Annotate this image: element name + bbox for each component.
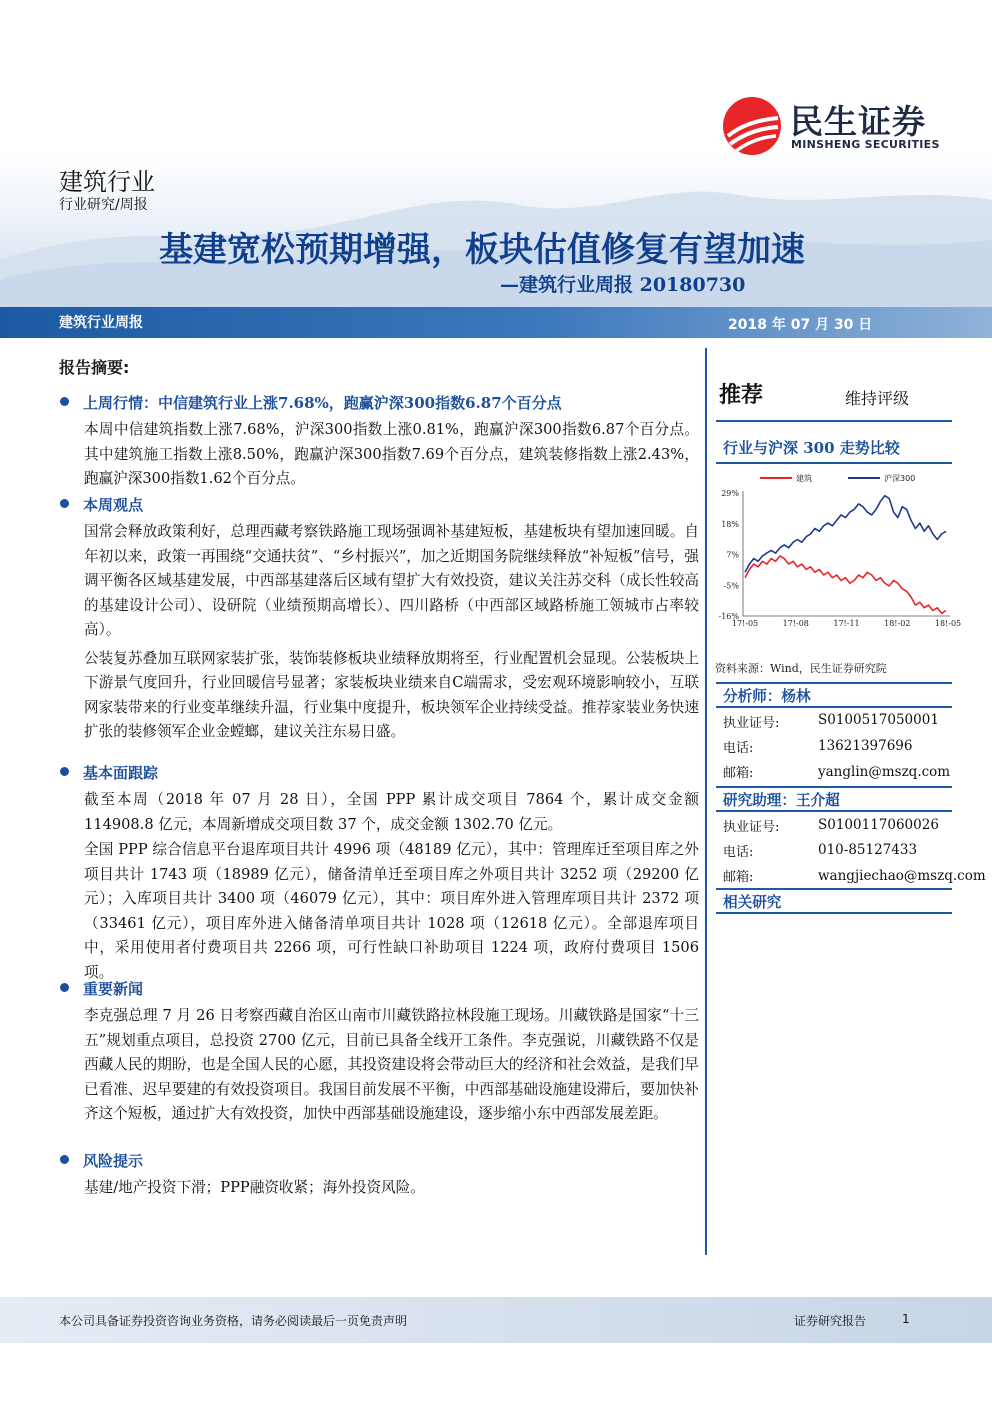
analyst-license: S0100517050001 xyxy=(818,712,939,728)
section-paragraph: 基建/地产投资下滑；PPP融资收紧；海外投资风险。 xyxy=(84,1179,425,1196)
assistant-license: S0100117060026 xyxy=(818,817,939,833)
report-type: 行业研究/周报 xyxy=(59,197,148,213)
section-title: 上周行情：中信建筑行业上涨7.68%，跑赢沪深300指数6.87个百分点 xyxy=(83,394,562,412)
chart-x-tick-label: 17!-11 xyxy=(833,619,860,628)
section-title: 重要新闻 xyxy=(83,980,144,998)
chart-series-line xyxy=(745,556,946,613)
bullet-icon xyxy=(60,397,69,406)
sidebar-divider xyxy=(716,462,952,464)
trend-chart-svg xyxy=(712,466,962,638)
sidebar-divider xyxy=(716,810,952,812)
bullet-icon xyxy=(60,499,69,508)
chart-x-tick-label: 17!-08 xyxy=(782,619,809,628)
section-fundamentals xyxy=(59,762,699,985)
chart-legend-label: 建筑 xyxy=(796,474,812,483)
section-title: 本周观点 xyxy=(83,496,144,514)
analyst-phone-label: 电话: xyxy=(723,741,754,756)
bullet-icon xyxy=(60,767,69,776)
assistant-phone-label: 电话: xyxy=(723,845,754,860)
sidebar-divider xyxy=(716,682,952,684)
report-date: 2018 年 07 月 30 日 xyxy=(728,317,873,333)
chart-x-tick-label: 18!-05 xyxy=(934,619,962,628)
chart-y-tick-label: 18% xyxy=(721,519,739,529)
report-subtitle: —建筑行业周报 20180730 xyxy=(500,274,746,296)
report-title xyxy=(0,222,992,271)
title-band xyxy=(0,307,992,338)
section-risk xyxy=(59,1150,699,1201)
chart-x-tick-label: 17!-05 xyxy=(731,619,759,628)
sidebar-divider xyxy=(716,786,952,788)
sidebar-divider xyxy=(716,912,952,914)
chart-y-tick-label: -5% xyxy=(723,581,739,591)
chart-y-tick-label: 7% xyxy=(726,550,739,560)
page-footer xyxy=(0,1297,992,1343)
report-title-text: 基建宽松预期增强，板块估值修复有望加速 xyxy=(159,230,805,270)
page-number: 1 xyxy=(902,1312,910,1326)
section-market xyxy=(59,392,699,492)
assistant-email-label: 邮箱: xyxy=(723,870,754,885)
chart-x-tick-label: 18!-02 xyxy=(884,619,911,628)
analyst-license-label: 执业证号: xyxy=(723,716,780,731)
analyst-heading: 分析师：杨林 xyxy=(723,688,811,705)
section-news xyxy=(59,978,699,1127)
column-divider xyxy=(705,348,707,1255)
footer-disclaimer: 本公司具备证券投资咨询业务资格，请务必阅读最后一页免责声明 xyxy=(59,1314,408,1328)
bullet-icon xyxy=(60,983,69,992)
related-research-heading: 相关研究 xyxy=(723,894,782,911)
logo-text-en: MINSHENG SECURITIES xyxy=(791,138,940,151)
assistant-heading: 研究助理：王介超 xyxy=(723,792,840,809)
section-paragraph: 国常会释放政策利好，总理西藏考察铁路施工现场强调补基建短板，基建板块有望加速回暖。自年初以来，政策一再围绕“交通扶贫”、“乡村振兴”，加之近期国务院继续释放“补短板”信号，强调平衡各区域基建发展，中西部基建落后区域有望扩大有效投资，建议关注苏交科（成长性较高的基建设计公司）、设研院（业绩预期高增长）、四川路桥（中西部区域路桥施工领城市占率较高）。 xyxy=(84,523,699,638)
sidebar-divider xyxy=(716,420,952,422)
section-title: 风险提示 xyxy=(83,1152,144,1170)
trend-chart xyxy=(712,466,962,638)
logo-icon xyxy=(722,96,782,156)
logo-text-cn: 民生证券 xyxy=(790,102,926,141)
recommendation: 推荐 xyxy=(719,383,764,408)
sidebar-divider xyxy=(716,888,952,890)
assistant-email[interactable]: wangjiechao@mszq.com xyxy=(818,868,986,884)
rating-label: 维持评级 xyxy=(845,389,910,408)
analyst-phone: 13621397696 xyxy=(818,738,913,754)
chart-legend-label: 沪深300 xyxy=(884,474,916,483)
company-logo xyxy=(722,96,952,156)
section-paragraph: 公装复苏叠加互联网家装扩张，装饰装修板块业绩释放期将至，行业配置机会显现。公装板块上下游景气度回升，行业回暖信号显著；家装板块业绩来自C端需求，受宏观环境影响较小，互联网家装带来的行业变革继续升温，行业集中度提升，板块领军企业持续受益。推荐家装业务快速扩张的装修领军企业金螳螂，建议关注东易日盛。 xyxy=(84,649,699,740)
section-viewpoint xyxy=(59,494,699,745)
band-report-name: 建筑行业周报 xyxy=(59,315,143,331)
chart-y-tick-label: 29% xyxy=(721,489,739,498)
sidebar-divider xyxy=(716,706,952,708)
industry-label: 建筑行业 xyxy=(59,168,155,196)
assistant-phone: 010-85127433 xyxy=(818,842,918,858)
abstract-heading: 报告摘要: xyxy=(59,358,130,377)
chart-y-tick-label: -16% xyxy=(718,612,739,621)
bullet-icon xyxy=(60,1155,69,1164)
analyst-email-label: 邮箱: xyxy=(723,766,754,781)
section-title: 基本面跟踪 xyxy=(83,764,159,782)
analyst-email[interactable]: yanglin@mszq.com xyxy=(818,764,951,780)
chart-title: 行业与沪深 300 走势比较 xyxy=(723,439,900,457)
section-paragraph: 全国 PPP 综合信息平台退库项目共计 4996 项（48189 亿元），其中：管理库迁至项目库之外项目共计 1743 项（18989 亿元），储备清单迁至项目库之外项目共计 3252 项（29200 亿元）；入库项目共计 3400 项（46079 亿元），其中：项目库外进入管理库项目共计 2372 项（33461 亿元），项目库外进入储备清单项目共计 1028 项（12618 亿元）。全部退库项目中，采用使用者付费项目共 2266 项，可行性缺口补助项目 1224 项，政府付费项目 1506 项。 xyxy=(84,841,699,981)
chart-source: 资料来源：Wind，民生证券研究院 xyxy=(715,662,887,675)
section-paragraph: 本周中信建筑指数上涨7.68%，沪深300指数上涨0.81%，跑赢沪深300指数6.87个百分点。其中建筑施工指数上涨8.50%，跑赢沪深300指数7.69个百分点，建筑装修指数上涨2.43%，跑赢沪深300指数1.62个百分点。 xyxy=(84,421,699,487)
footer-label: 证券研究报告 xyxy=(794,1314,867,1328)
assistant-license-label: 执业证号: xyxy=(723,820,780,835)
section-paragraph: 李克强总理 7 月 26 日考察西藏自治区山南市川藏铁路拉林段施工现场。川藏铁路是国家“十三五”规划重点项目，总投资 2700 亿元，目前已具备全线开工条件。李克强说，川藏铁路不仅是西藏人民的期盼，也是全国人民的心愿，其投资建设将会带动巨大的经济和社会效益，是我们早已看准、迟早要建的有效投资项目。我国目前发展不平衡，中西部基础设施建设滞后，要加快补齐这个短板，通过扩大有效投资，加快中西部基础设施建设，逐步缩小东中西部发展差距。 xyxy=(84,1007,699,1122)
section-paragraph: 截至本周（2018 年 07 月 28 日），全国 PPP 累计成交项目 7864 个，累计成交金额 114908.8 亿元，本周新增成交项目数 37 个，成交金额 1302.70 亿元。 xyxy=(84,791,699,833)
